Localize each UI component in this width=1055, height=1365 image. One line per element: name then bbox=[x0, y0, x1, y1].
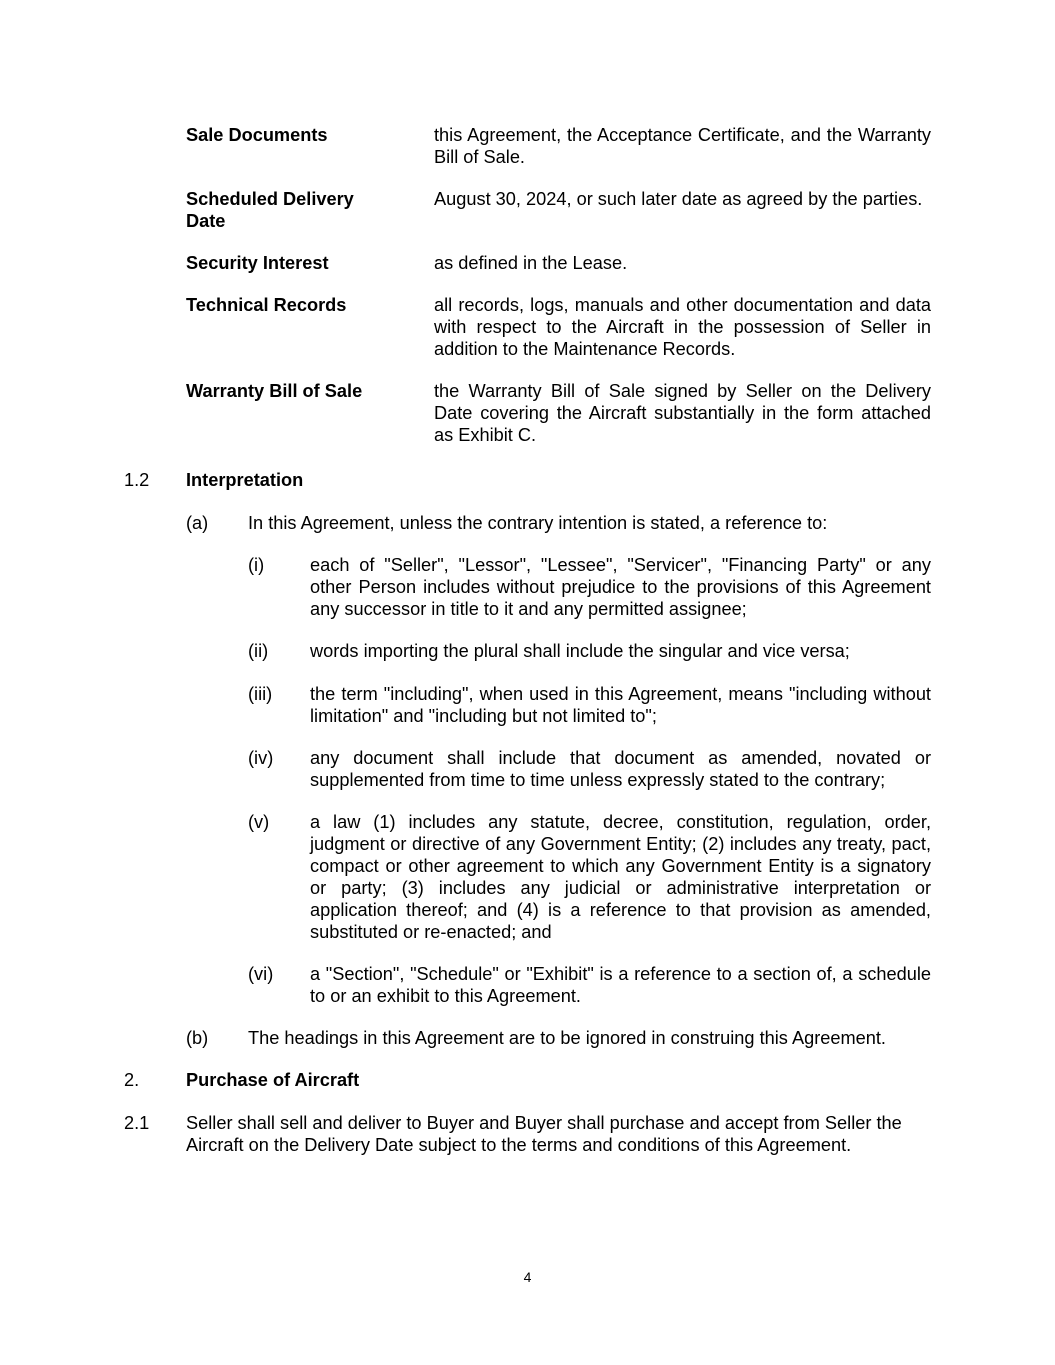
list-item-text: the term "including", when used in this Agreement, means "including without limitation" and "including but not limited to"; bbox=[310, 684, 931, 726]
section-number: 1.2 bbox=[124, 470, 150, 490]
definition-term: Security Interest bbox=[186, 253, 329, 273]
section-heading: Interpretation bbox=[186, 470, 304, 490]
definition-text: all records, logs, manuals and other documentation and data with respect to the Aircraft in the possession of Seller in addition to the Maintenance Records. bbox=[434, 295, 931, 359]
definition-text: as defined in the Lease. bbox=[434, 253, 628, 273]
list-item-text: words importing the plural shall include the singular and vice versa; bbox=[310, 641, 850, 661]
definition-text: August 30, 2024, or such later date as agreed by the parties. bbox=[434, 189, 923, 209]
definition-row bbox=[186, 252, 931, 274]
definition-text: the Warranty Bill of Sale signed by Seller on the Delivery Date covering the Aircraft substantially in the form attached as Exhibit C. bbox=[434, 381, 931, 445]
clause-text: The headings in this Agreement are to be ignored in construing this Agreement. bbox=[248, 1028, 886, 1048]
clause-label: (a) bbox=[186, 513, 209, 533]
section-number: 2. bbox=[124, 1070, 140, 1090]
definition-term: Technical Records bbox=[186, 295, 347, 315]
section-heading: Purchase of Aircraft bbox=[186, 1070, 360, 1090]
list-item-text: a "Section", "Schedule" or "Exhibit" is a reference to a section of, a schedule to or an exhibit to this Agreement. bbox=[310, 964, 931, 1006]
section-text: Seller shall sell and deliver to Buyer and Buyer shall purchase and accept from Seller the Aircraft on the Delivery Date subject to the terms and conditions of this Agreement. bbox=[186, 1113, 902, 1155]
definition-row bbox=[186, 124, 931, 168]
definition-row bbox=[186, 380, 931, 446]
list-item-label: (i) bbox=[248, 555, 265, 575]
clause-text: In this Agreement, unless the contrary intention is stated, a reference to: bbox=[248, 513, 828, 533]
list-item-label: (iii) bbox=[248, 684, 273, 704]
section-number: 2.1 bbox=[124, 1113, 150, 1133]
definitions-table bbox=[186, 124, 931, 466]
definition-term: Warranty Bill of Sale bbox=[186, 381, 363, 401]
list-item-label: (iv) bbox=[248, 748, 274, 768]
clause-label: (b) bbox=[186, 1028, 209, 1048]
definition-row bbox=[186, 294, 931, 360]
definition-row bbox=[186, 188, 931, 232]
list-item-text: any document shall include that document as amended, novated or supplemented from time to time unless expressly stated to the contrary; bbox=[310, 748, 931, 790]
list-item-text: a law (1) includes any statute, decree, constitution, regulation, order, judgment or directive of any Government Entity; (2) includes any treaty, pact, compact or other agreement to which any Government Entity is a signatory or party; (3) includes any judicial or administrative interpretation or application thereof; and (4) is a reference to that provision as amended, substituted or re-enacted; and bbox=[310, 812, 931, 942]
definition-term: Sale Documents bbox=[186, 125, 328, 145]
list-item-label: (v) bbox=[248, 812, 270, 832]
page-number: 4 bbox=[523, 1269, 532, 1285]
definition-text: this Agreement, the Acceptance Certificate, and the Warranty Bill of Sale. bbox=[434, 125, 931, 167]
definition-term: Scheduled Delivery Date bbox=[186, 189, 354, 231]
list-item-label: (ii) bbox=[248, 641, 269, 661]
list-item-label: (vi) bbox=[248, 964, 274, 984]
list-item-text: each of "Seller", "Lessor", "Lessee", "Servicer", "Financing Party" or any other Person includes without prejudice to the provisions of this Agreement any successor in title to it and any permitted assignee; bbox=[310, 555, 931, 619]
